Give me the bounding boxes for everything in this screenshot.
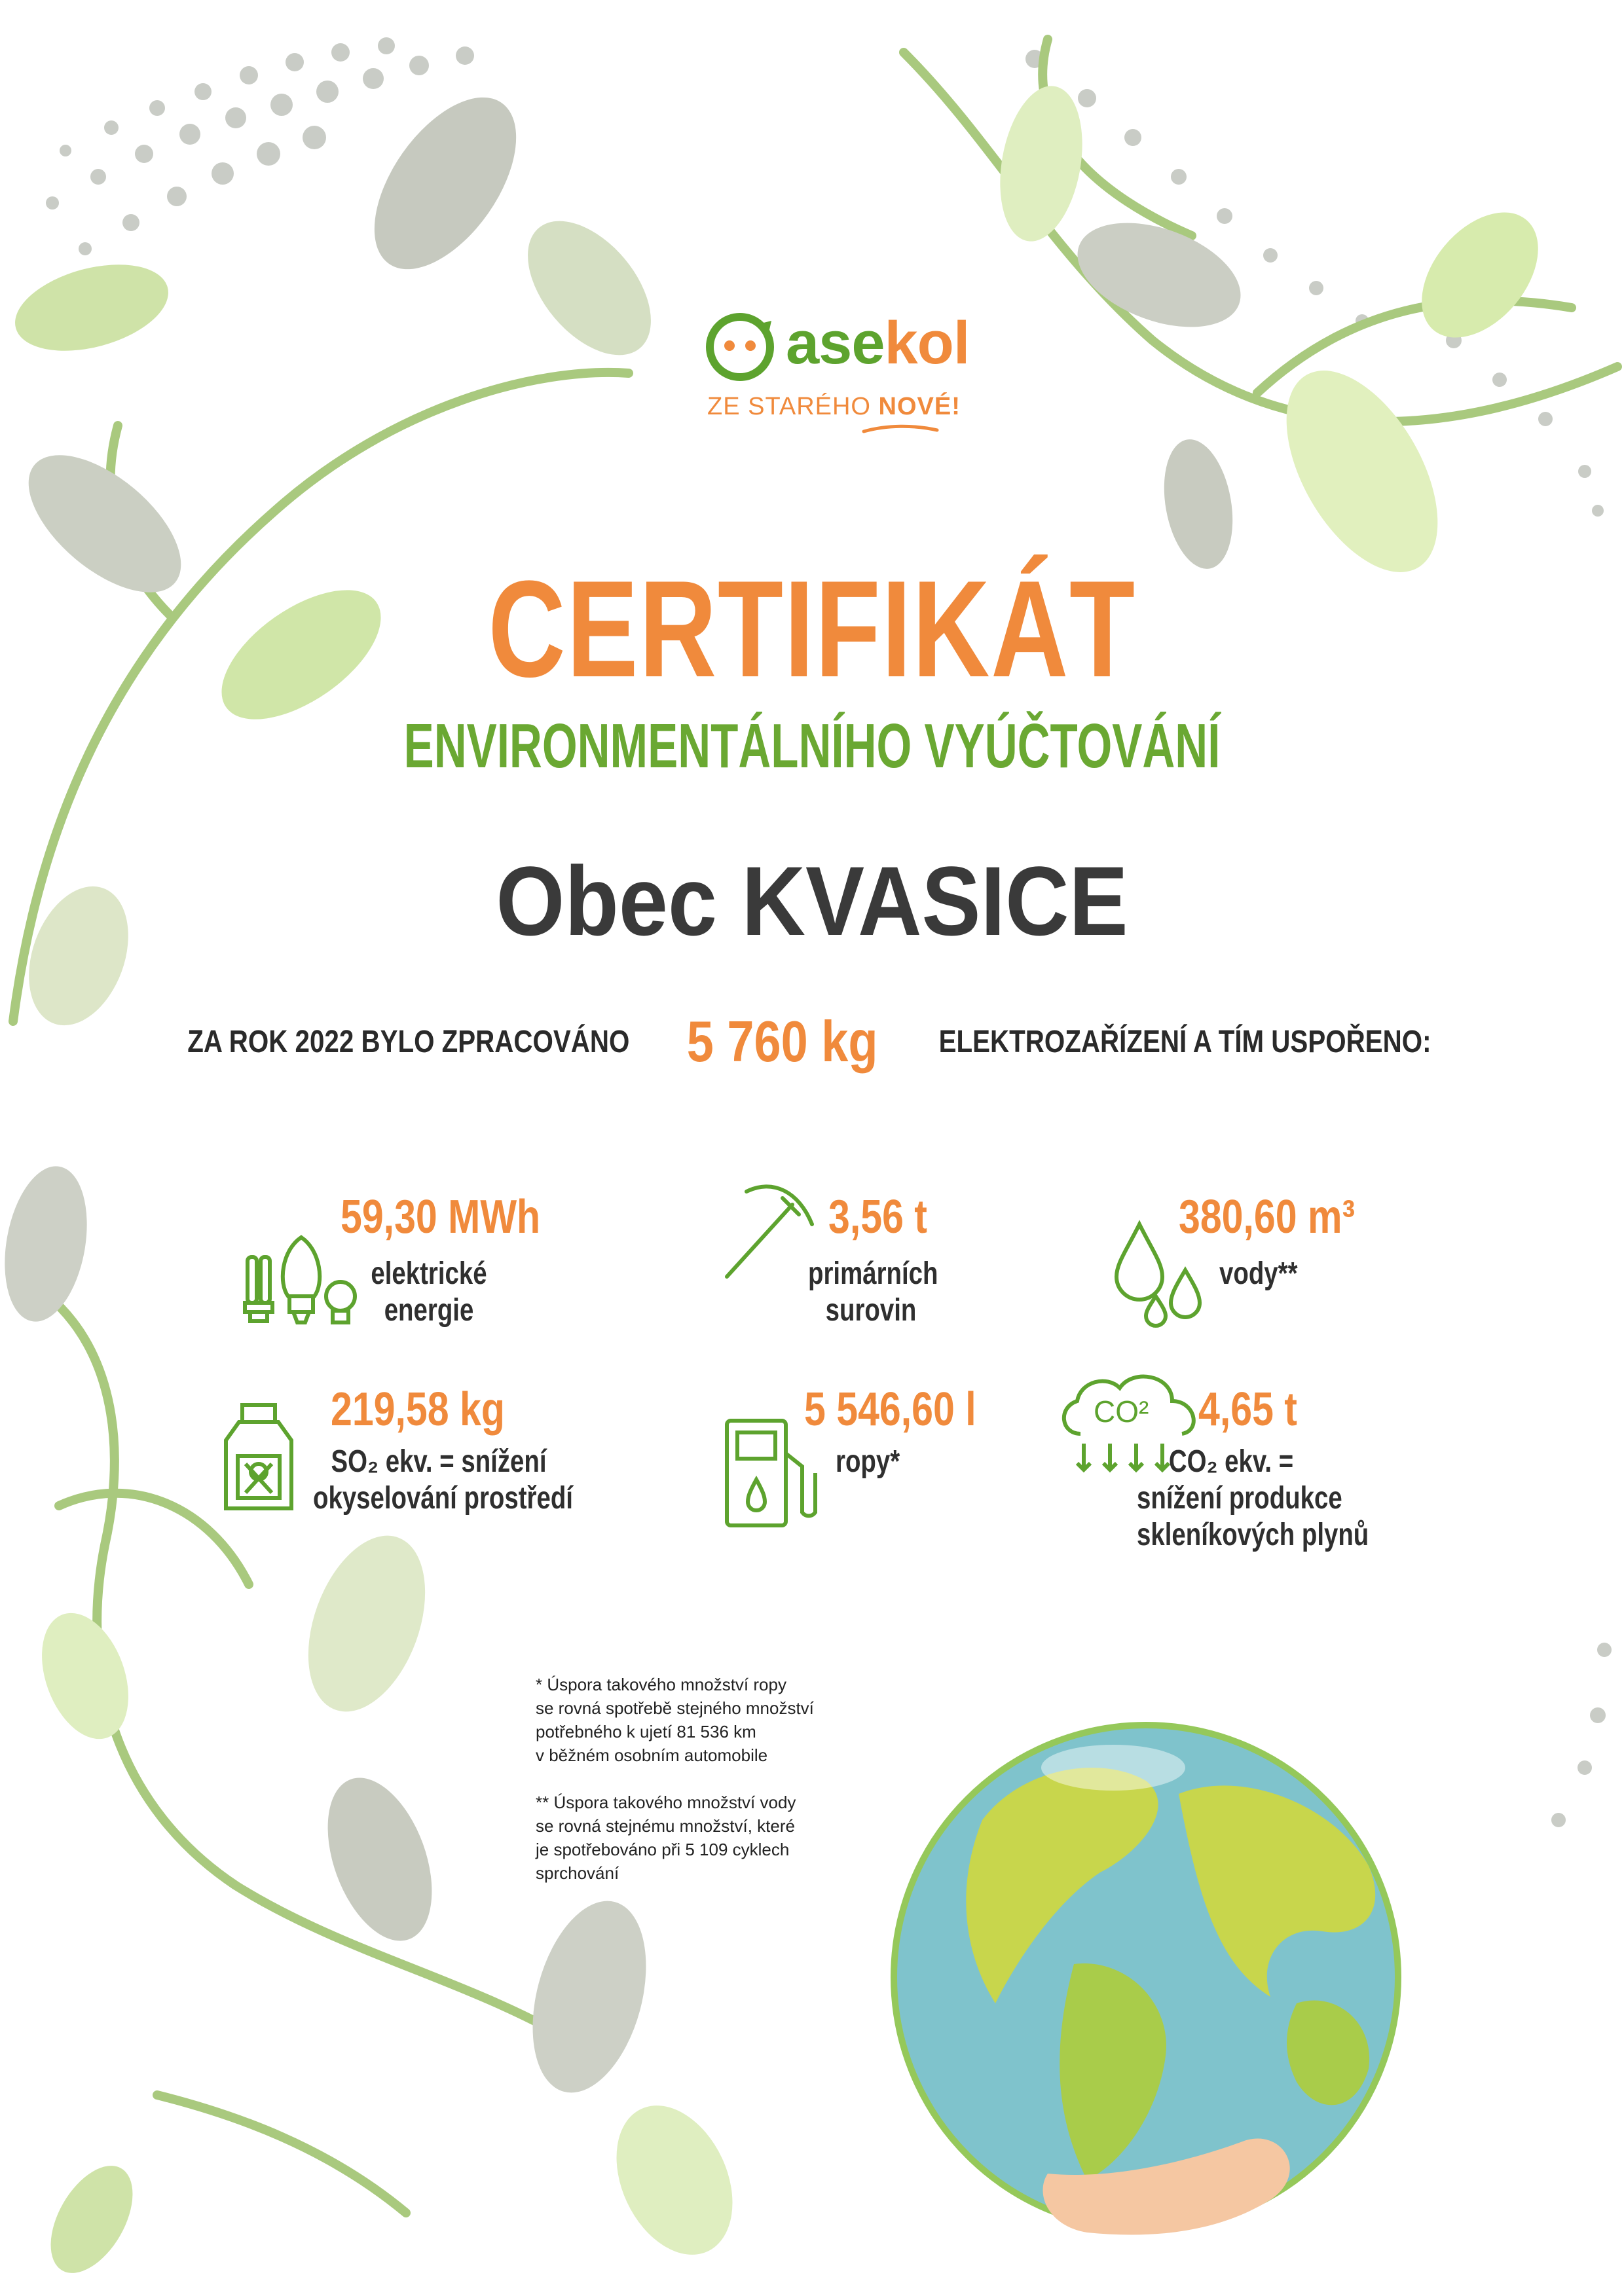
co2-icon-text: CO² bbox=[1094, 1394, 1149, 1429]
asekol-smiley-icon bbox=[701, 308, 779, 386]
recipient-name: Obec KVASICE bbox=[496, 846, 1128, 956]
stat-co2 bbox=[1198, 1383, 1319, 1436]
stat-water bbox=[1179, 1190, 1393, 1244]
stat-so2 bbox=[331, 1383, 543, 1436]
dots-bottom-right bbox=[1551, 1643, 1612, 1827]
stat-water-label: vody** bbox=[1219, 1256, 1298, 1291]
certificate-subtitle: ENVIRONMENTÁLNÍHO VYÚČTOVÁNÍ bbox=[403, 711, 1221, 781]
summary-amount: 5 760 kg bbox=[686, 1009, 878, 1074]
stat-energy-value: 59,30 MWh bbox=[341, 1191, 541, 1243]
summary-suffix: ELEKTROZAŘÍZENÍ A TÍM USPOŘENO: bbox=[939, 1024, 1431, 1059]
stat-so2-value: 219,58 kg bbox=[331, 1383, 505, 1436]
stat-oil-value: 5 546,60 l bbox=[804, 1383, 976, 1436]
light-bulbs-icon bbox=[242, 1231, 360, 1329]
footnotes bbox=[536, 1673, 876, 1908]
globe bbox=[894, 1725, 1398, 2234]
stat-water-value: 380,60 m³ bbox=[1179, 1191, 1356, 1243]
tagline-underline bbox=[861, 422, 940, 435]
footnote-water: ** Úspora takového množství vody se rovná stejnému množství, které je spotřebováno při 5 109 cyklech sprchování bbox=[536, 1793, 796, 1883]
stat-so2-label: SO₂ ekv. = snížení okyselování prostředí bbox=[313, 1444, 573, 1516]
summary-line bbox=[0, 1008, 1624, 1075]
certificate-title: CERTIFIKÁT bbox=[488, 552, 1136, 706]
stat-co2-value: 4,65 t bbox=[1198, 1383, 1297, 1436]
stat-oil bbox=[804, 1383, 1014, 1436]
logo-wordmark: asekol bbox=[786, 310, 970, 376]
stat-energy bbox=[341, 1190, 584, 1244]
stat-raw-materials-label: primárních surovin bbox=[808, 1256, 938, 1328]
stat-oil-label: ropy* bbox=[836, 1444, 900, 1479]
stat-energy-label: elektrické energie bbox=[371, 1256, 487, 1328]
stat-co2-label: CO₂ ekv. = snížení produkce skleníkových plynů bbox=[1137, 1444, 1369, 1552]
asekol-logo bbox=[694, 295, 970, 439]
stat-raw-materials-value: 3,56 t bbox=[828, 1191, 927, 1243]
summary-prefix: ZA ROK 2022 BYLO ZPRACOVÁNO bbox=[187, 1024, 630, 1059]
logo-tagline: ZE STARÉHO NOVÉ! bbox=[707, 393, 961, 420]
footnote-oil: * Úspora takového množství ropy se rovná spotřebě stejného množství potřebného k ujetí 81 536 km v běžném osobním automobile bbox=[536, 1675, 814, 1765]
stat-raw-materials bbox=[828, 1190, 949, 1244]
